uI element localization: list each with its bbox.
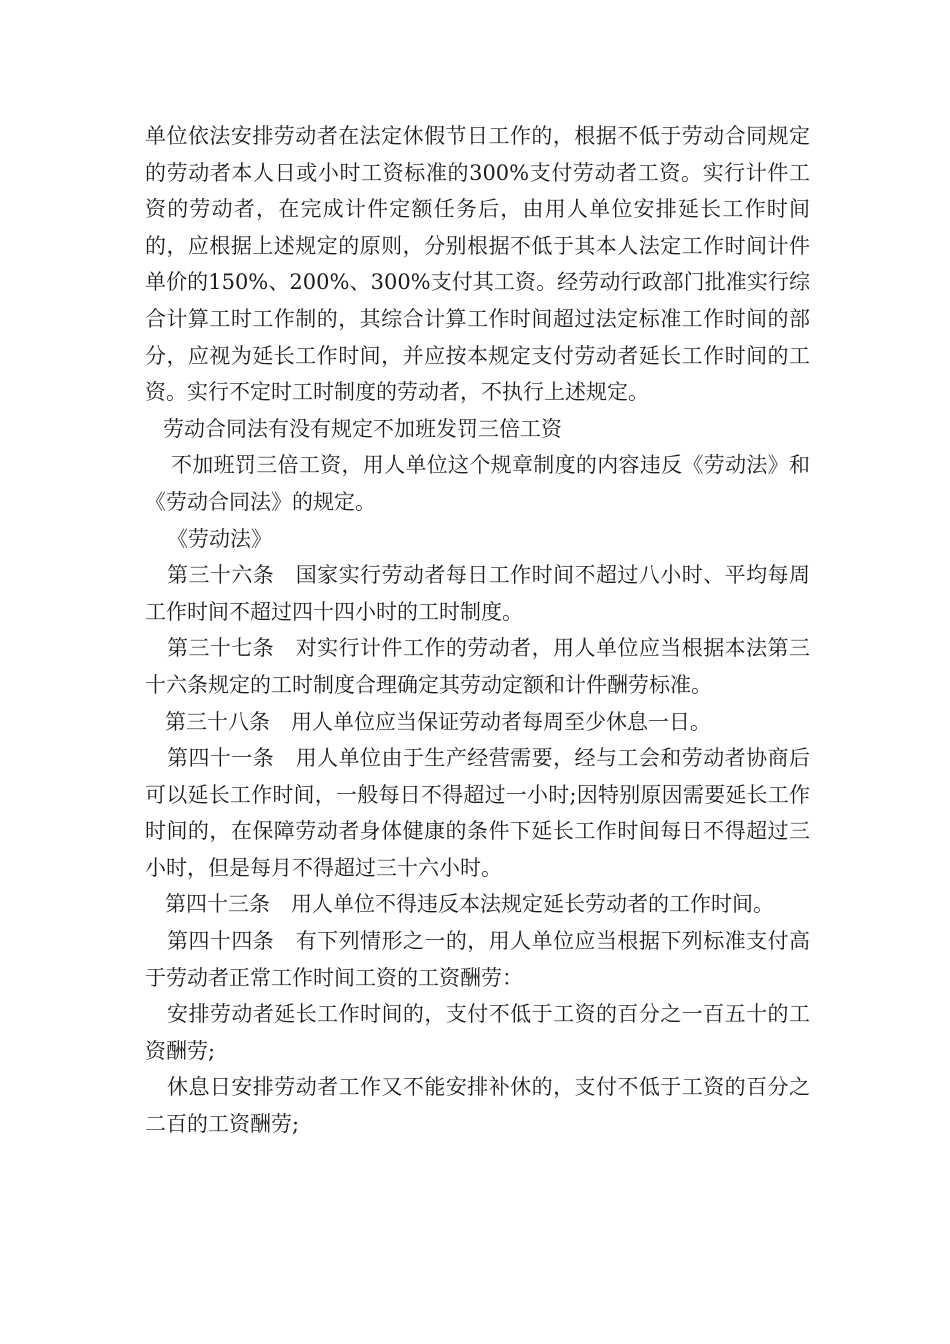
paragraph-law-title: 《劳动法》: [167, 526, 272, 551]
paragraph-article-44: 第四十四条 有下列情形之一的，用人单位应当根据下列标准支付高于劳动者正常工作时间工资的工资酬劳：: [145, 929, 810, 990]
paragraph-extended-hours-pay: 安排劳动者延长工作时间的，支付不低于工资的百分之一百五十的工资酬劳;: [145, 1002, 810, 1063]
document-body: [145, 118, 810, 1143]
paragraph-holiday-overtime-pay: 单位依法安排劳动者在法定休假节日工作的，根据不低于劳动合同规定的劳动者本人日或小时工资标准的300%支付劳动者工资。实行计件工资的劳动者，在完成计件定额任务后，由用人单位安排延长工作时间的，应根据上述规定的原则，分别根据不低于其本人法定工作时间计件单价的150%、200%、300%支付其工资。经劳动行政部门批准实行综合计算工时工作制的，其综合计算工作时间超过法定标准工作时间的部分，应视为延长工作时间，并应按本规定支付劳动者延长工作时间的工资。实行不定时工时制度的劳动者，不执行上述规定。: [145, 124, 810, 405]
paragraph-article-38: 第三十八条 用人单位应当保证劳动者每周至少休息一日。: [165, 709, 711, 734]
paragraph-article-37: 第三十七条 对实行计件工作的劳动者，用人单位应当根据本法第三十六条规定的工时制度合理确定其劳动定额和计件酬劳标准。: [145, 636, 810, 697]
paragraph-article-43: 第四十三条 用人单位不得违反本法规定延长劳动者的工作时间。: [165, 892, 774, 917]
paragraph-article-41: 第四十一条 用人单位由于生产经营需要，经与工会和劳动者协商后可以延长工作时间，一般每日不得超过一小时;因特别原因需要延长工作时间的，在保障劳动者身体健康的条件下延长工作时间每日不得超过三小时，但是每月不得超过三十六小时。: [145, 746, 810, 880]
paragraph-rest-day-pay: 休息日安排劳动者工作又不能安排补休的，支付不低于工资的百分之二百的工资酬劳;: [145, 1075, 810, 1137]
paragraph-article-36: 第三十六条 国家实行劳动者每日工作时间不超过八小时、平均每周工作时间不超过四十四小时的工时制度。: [145, 563, 810, 624]
paragraph-answer: 不加班罚三倍工资，用人单位这个规章制度的内容违反《劳动法》和《劳动合同法》的规定。: [145, 453, 810, 514]
paragraph-heading-question: 劳动合同法有没有规定不加班发罚三倍工资: [163, 416, 562, 441]
